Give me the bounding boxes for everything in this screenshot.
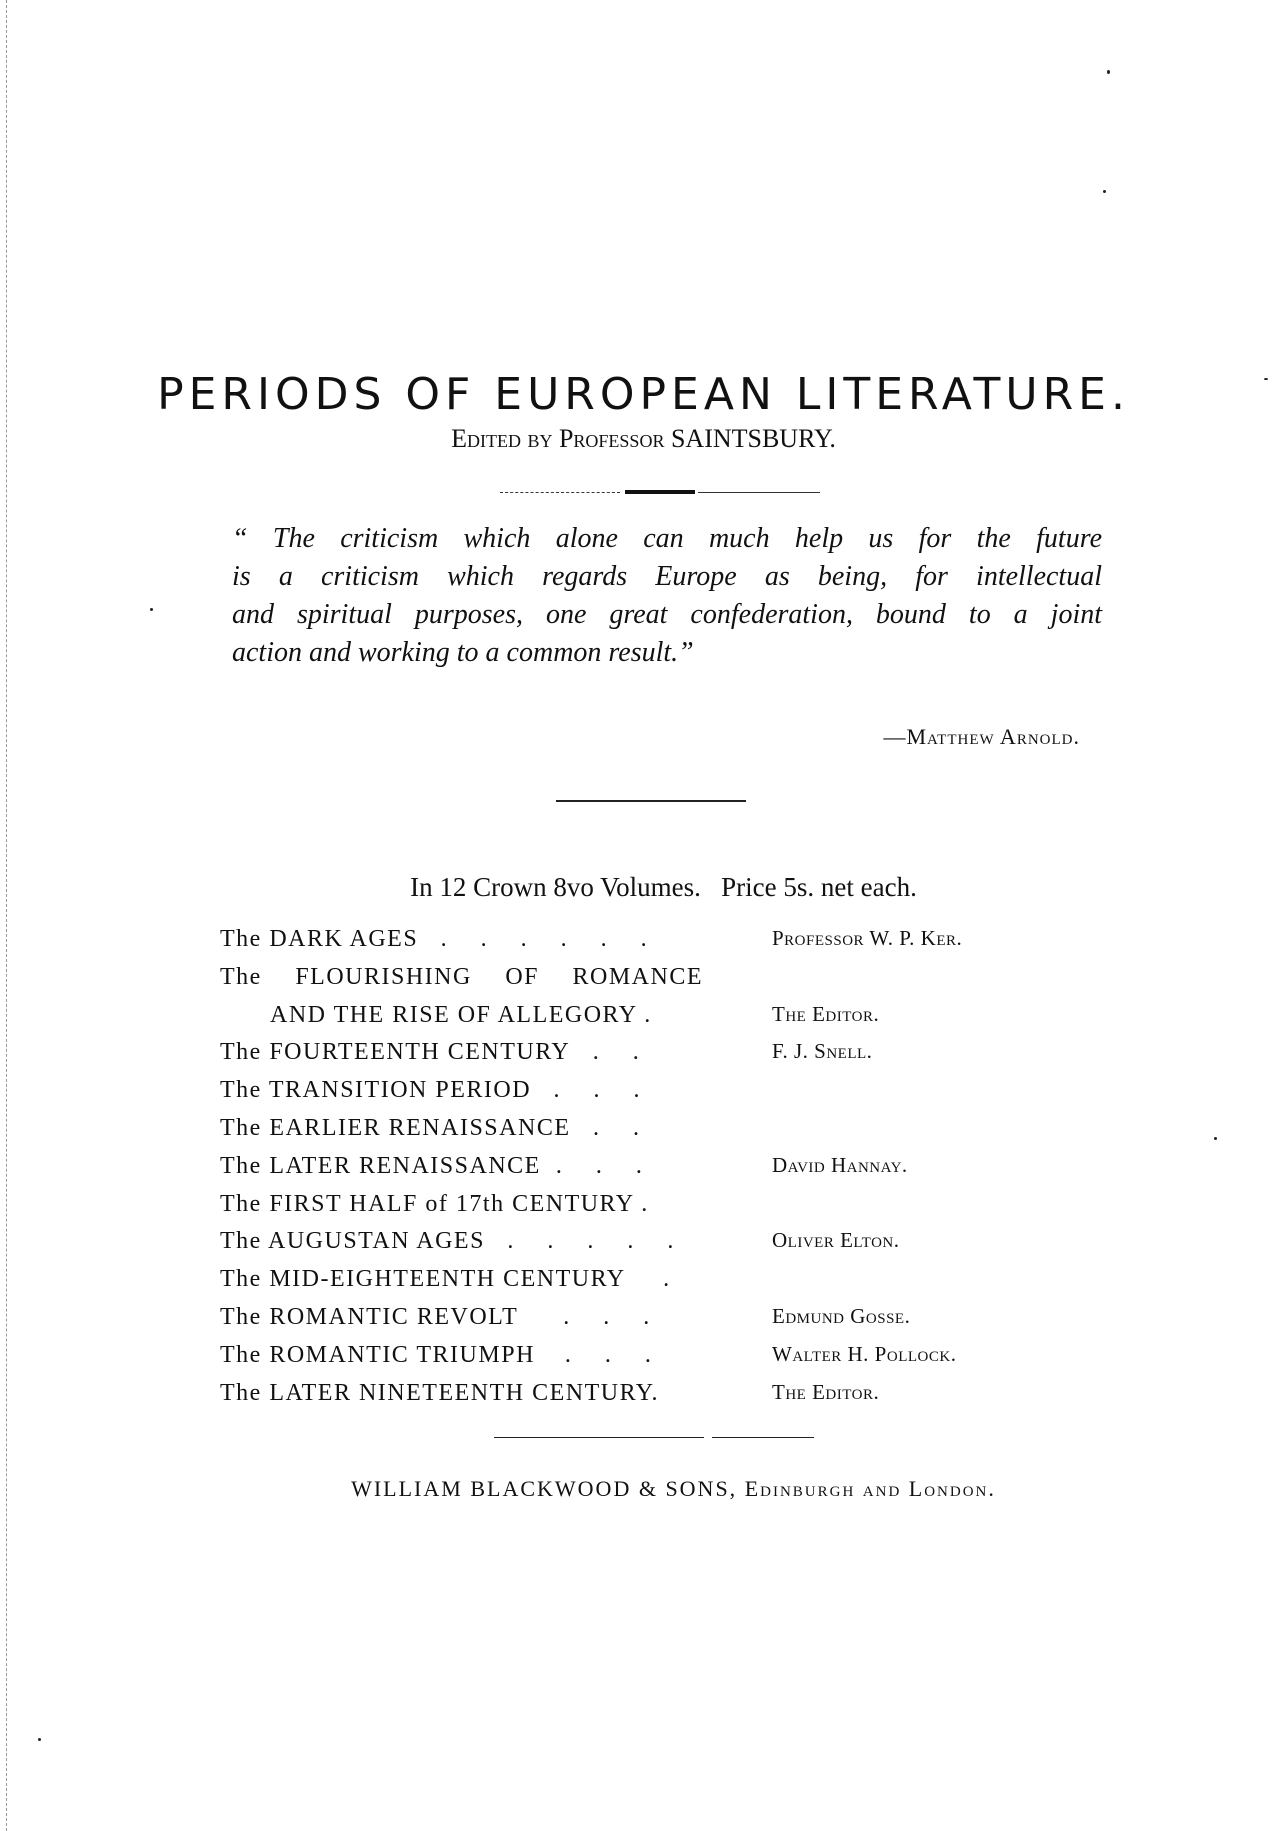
volume-title: The LATER RENAISSANCE — [220, 1152, 541, 1179]
print-speck — [1103, 190, 1106, 193]
volume-row — [220, 1342, 1100, 1380]
volume-title: The MID-EIGHTEENTH CENTURY — [220, 1266, 626, 1293]
volume-row — [220, 1380, 1100, 1418]
volume-title: AND THE RISE OF ALLEGORY — [270, 1001, 637, 1028]
print-speck — [38, 1738, 41, 1741]
volume-row — [220, 1039, 1100, 1077]
quote-line: is a criticism which regards Europe as being, for intellectual — [232, 561, 1102, 592]
editor-line — [0, 424, 1287, 454]
volume-author: Walter H. Pollock. — [772, 1341, 957, 1366]
volume-title: The ROMANTIC REVOLT — [220, 1303, 519, 1330]
divider-rule — [556, 800, 746, 802]
volume-list — [220, 926, 1100, 1417]
volume-row — [220, 1191, 1100, 1229]
leader-dots: . . . — [564, 1341, 665, 1368]
print-speck — [1214, 1137, 1217, 1140]
volume-author: Oliver Elton. — [772, 1228, 900, 1253]
volume-row — [220, 1153, 1100, 1191]
volume-title: The FOURTEENTH CENTURY — [220, 1039, 571, 1066]
volume-author: The Editor. — [772, 1001, 880, 1026]
leader-dots: . . . — [555, 1152, 656, 1179]
series-intro: In 12 Crown 8vo Volumes. Price 5s. net each. — [410, 872, 917, 902]
leader-dots: . — [644, 1001, 652, 1028]
volume-author: David Hannay. — [772, 1152, 908, 1177]
publisher-imprint — [0, 1476, 1287, 1502]
leader-dots: . . . . . . — [440, 926, 661, 952]
volume-row — [220, 1228, 1100, 1266]
editor-name: SAINTSBURY. — [670, 424, 836, 453]
quote-attribution: —Matthew Arnold. — [883, 724, 1080, 749]
volume-title: The EARLIER RENAISSANCE — [220, 1114, 571, 1141]
quote-line: action and working to a common result.” — [232, 637, 694, 668]
leader-dots: . — [641, 1190, 649, 1217]
volume-title: The ROMANTIC TRIUMPH — [220, 1341, 535, 1368]
leader-dots: . . . — [553, 1077, 654, 1104]
leader-dots: . . . — [563, 1303, 664, 1330]
page-title: PERIODS OF EUROPEAN LITERATURE. — [157, 369, 1130, 421]
edited-by-label: Edited by Professor — [451, 424, 665, 453]
volume-author: The Editor. — [772, 1379, 880, 1404]
volume-row — [220, 1304, 1100, 1342]
leader-dots: . — [663, 1266, 671, 1293]
volume-author: Edmund Gosse. — [772, 1303, 911, 1328]
leader-dots: . . — [592, 1114, 653, 1141]
volume-row — [220, 1266, 1100, 1304]
volume-title: The FLOURISHING OF ROMANCE — [220, 963, 704, 990]
publisher-name: WILLIAM BLACKWOOD & SONS, — [351, 1476, 738, 1501]
volume-row — [220, 1115, 1100, 1153]
volume-row — [220, 926, 1100, 964]
quote-line: and spiritual purposes, one great confederation, bound to a joint — [232, 599, 1102, 630]
volume-row — [220, 1077, 1100, 1115]
leader-dots: . . — [592, 1039, 653, 1066]
volume-row — [220, 964, 1100, 1002]
volume-title: The AUGUSTAN AGES — [220, 1228, 485, 1255]
ornamental-rule — [500, 490, 820, 496]
publisher-places: Edinburgh and London. — [744, 1476, 996, 1501]
print-speck — [150, 608, 153, 611]
volume-title: The FIRST HALF of 17th CENTURY — [220, 1190, 634, 1217]
leader-dots: . . . . . — [507, 1228, 688, 1255]
volume-title: The DARK AGES — [220, 926, 419, 952]
divider-rule — [494, 1437, 814, 1439]
volume-row — [220, 1002, 1100, 1040]
epigraph-quote — [232, 520, 1102, 672]
volume-title: The TRANSITION PERIOD — [220, 1077, 532, 1104]
volume-title: The LATER NINETEENTH CENTURY. — [220, 1379, 660, 1406]
volume-author: F. J. Snell. — [772, 1039, 873, 1064]
page-edge — [6, 0, 7, 1831]
volume-author: Professor W. P. Ker. — [772, 926, 963, 950]
print-speck — [1107, 70, 1110, 74]
quote-line: “ The criticism which alone can much help us for the future — [232, 523, 1102, 554]
